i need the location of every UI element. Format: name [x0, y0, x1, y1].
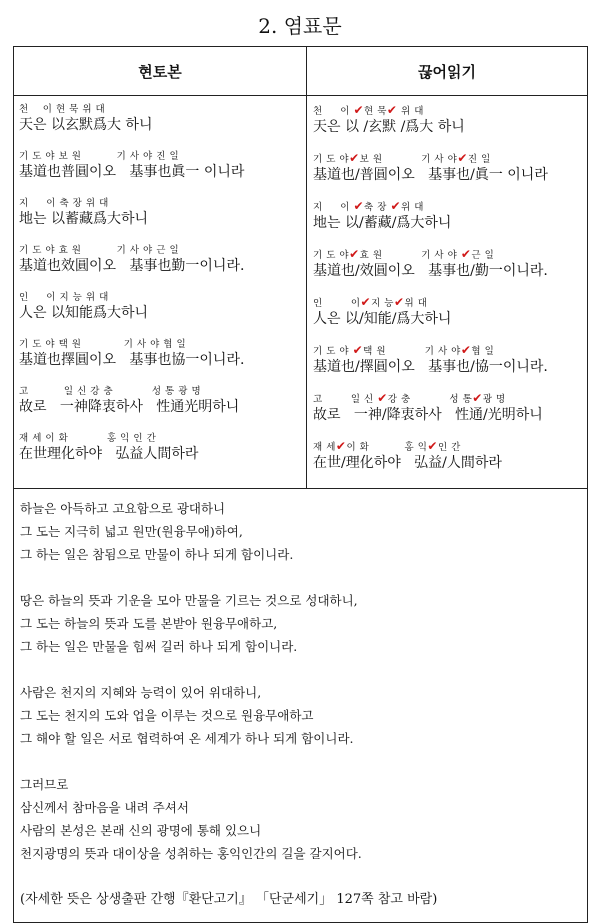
segmented-verse-text: 在世/理化하야 弘益/人間하라 — [313, 455, 502, 471]
pronunciation-segment: 위 대 — [401, 202, 424, 213]
pronunciation-guide — [313, 152, 587, 166]
check-mark-icon: ✔ — [335, 439, 347, 453]
check-mark-icon: ✔ — [460, 343, 472, 357]
translation-paragraph — [20, 497, 587, 566]
pronunciation-segment: 협 일 — [471, 346, 495, 357]
verse-text: 基道也效圓이오 基事也勤一이니라. — [19, 258, 245, 274]
page-title: 2. 염표문 — [258, 14, 342, 38]
check-mark-icon: ✔ — [460, 247, 472, 261]
segmented-verse-text: 故로 一神/降衷하사 性通/光明하니 — [313, 407, 543, 423]
segmented-verse-entry — [313, 104, 587, 136]
segmented-verse-text: 基道也/擇圓이오 基事也/協一이니라. — [313, 359, 548, 375]
translation-line: 사람의 본성은 본래 신의 광명에 통해 있으니 — [20, 823, 262, 838]
pronunciation-guide: 기 도 야 택 원 기 사 야 협 일 — [19, 339, 187, 350]
verse-entry — [19, 245, 306, 275]
verse-entry — [19, 292, 306, 322]
pronunciation-guide — [313, 392, 587, 406]
verse-entry — [19, 339, 306, 369]
pronunciation-guide: 지 이 축 장 위 대 — [19, 198, 109, 209]
translation-section — [14, 489, 588, 923]
verse-entry — [19, 151, 306, 181]
pronunciation-guide — [313, 104, 587, 118]
translation-line: 삼신께서 참마음을 내려 주셔서 — [20, 800, 189, 815]
pronunciation-segment: 지 능 — [371, 298, 394, 309]
annotated-text-column — [14, 96, 307, 489]
pronunciation-guide: 인 이 지 능 위 대 — [19, 292, 109, 303]
translation-line: 그러므로 — [20, 777, 69, 792]
translation-paragraph — [20, 773, 587, 865]
pronunciation-segment: 택 원 기 사 야 — [363, 346, 461, 357]
check-mark-icon: ✔ — [393, 295, 405, 309]
pronunciation-segment: 진 일 — [467, 154, 491, 165]
pronunciation-segment: 보 원 기 사 야 — [359, 154, 458, 165]
segmented-verse-entry — [313, 152, 587, 184]
verse-entry — [19, 104, 306, 134]
pronunciation-segment: 기 도 야 — [313, 154, 350, 165]
segmented-verse-entry — [313, 392, 587, 424]
pronunciation-guide: 천 이 현 묵 위 대 — [19, 104, 106, 115]
pronunciation-guide — [313, 200, 587, 214]
pronunciation-segment: 강 충 성 통 — [387, 394, 473, 405]
check-mark-icon: ✔ — [352, 343, 364, 357]
verse-text: 地는 以蓄藏爲大하니 — [19, 211, 149, 227]
translation-line: 땅은 하늘의 뜻과 기운을 모아 만물을 기르는 것으로 성대하니, — [20, 593, 358, 608]
segmented-verse-text: 基道也/效圓이오 基事也/勤一이니라. — [313, 263, 548, 279]
pronunciation-segment: 현 묵 — [364, 106, 387, 117]
translation-line: 하늘은 아득하고 고요함으로 광대하니 — [20, 501, 226, 516]
segmented-verse-text: 人은 以/知能/爲大하니 — [313, 311, 452, 327]
segmented-verse-text: 地는 以/蓄藏/爲大하니 — [313, 215, 452, 231]
header-annotated-text: 현토본 — [14, 47, 307, 96]
verse-entry — [19, 386, 306, 416]
translation-line: 그 도는 하늘의 뜻과 도를 본받아 원융무애하고, — [20, 616, 278, 631]
pronunciation-segment: 광 명 — [482, 394, 506, 405]
check-mark-icon: ✔ — [427, 439, 438, 453]
pronunciation-segment: 위 대 — [397, 106, 424, 117]
segmented-verse-text: 基道也/普圓이오 基事也/眞一 이니라 — [313, 167, 548, 183]
check-mark-icon: ✔ — [390, 199, 402, 213]
segmented-verse-entry — [313, 440, 587, 472]
pronunciation-guide — [313, 248, 587, 262]
translation-line: 그 도는 천지의 도와 업을 이루는 것으로 원융무애하고 — [20, 708, 314, 723]
pronunciation-guide: 기 도 야 보 원 기 사 야 진 일 — [19, 151, 180, 162]
pronunciation-segment: 고 일 신 — [313, 394, 378, 405]
reference-note: (자세한 뜻은 상생출판 간행『환단고기』 「단군세기」 127쪽 참고 바람) — [20, 892, 438, 907]
verse-text: 故로 一神降衷하사 性通光明하니 — [19, 399, 240, 415]
translation-line: 그 도는 지극히 넓고 원만(원융무애)하여, — [20, 524, 243, 539]
translation-line: 천지광명의 뜻과 대이상을 성취하는 홍익인간의 길을 갈지어다. — [20, 846, 362, 861]
pronunciation-segment: 이 화 홍 익 — [346, 442, 428, 453]
check-mark-icon: ✔ — [349, 151, 360, 165]
pronunciation-segment: 지 이 — [313, 202, 354, 213]
text-table — [13, 46, 588, 923]
check-mark-icon: ✔ — [457, 151, 468, 165]
check-mark-icon: ✔ — [386, 103, 398, 117]
translation-line: 그 해야 할 일은 서로 협력하여 온 세계가 하나 되게 함이니라. — [20, 731, 354, 746]
segmented-reading-column — [307, 96, 588, 489]
verse-text: 在世理化하야 弘益人間하라 — [19, 446, 199, 462]
check-mark-icon: ✔ — [353, 199, 365, 213]
pronunciation-guide: 기 도 야 효 원 기 사 야 근 일 — [19, 245, 180, 256]
segmented-verse-entry — [313, 248, 587, 280]
verse-entry — [19, 198, 306, 228]
segmented-verse-entry — [313, 200, 587, 232]
translation-line: 사람은 천지의 지혜와 능력이 있어 위대하니, — [20, 685, 262, 700]
pronunciation-guide: 재 세 이 화 홍 익 인 간 — [19, 433, 157, 444]
pronunciation-segment: 위 대 — [404, 298, 428, 309]
pronunciation-segment: 기 도 야 — [313, 346, 353, 357]
check-mark-icon: ✔ — [360, 295, 372, 309]
check-mark-icon: ✔ — [472, 391, 483, 405]
pronunciation-segment: 인 이 — [313, 298, 361, 309]
verse-text: 基道也擇圓이오 基事也協一이니라. — [19, 352, 245, 368]
check-mark-icon: ✔ — [353, 103, 365, 117]
verse-text: 天은 以玄默爲大 하니 — [19, 117, 153, 133]
pronunciation-segment: 축 장 — [364, 202, 391, 213]
pronunciation-segment: 근 일 — [471, 250, 495, 261]
translation-paragraph — [20, 681, 587, 750]
pronunciation-guide — [313, 344, 587, 358]
segmented-verse-entry — [313, 296, 587, 328]
pronunciation-segment: 효 원 기 사 야 — [359, 250, 461, 261]
check-mark-icon: ✔ — [349, 247, 360, 261]
translation-paragraph — [20, 589, 587, 658]
pronunciation-guide — [313, 296, 587, 310]
verse-text: 人은 以知能爲大하니 — [19, 305, 149, 321]
header-segmented-reading: 끊어읽기 — [307, 47, 588, 96]
verse-entry — [19, 433, 306, 463]
pronunciation-segment: 재 세 — [313, 442, 336, 453]
pronunciation-segment: 기 도 야 — [313, 250, 350, 261]
check-mark-icon: ✔ — [377, 391, 388, 405]
pronunciation-guide — [313, 440, 587, 454]
segmented-verse-text: 天은 以 /玄默 /爲大 하니 — [313, 119, 465, 135]
translation-line: 그 하는 일은 참됨으로 만물이 하나 되게 함이니라. — [20, 547, 294, 562]
pronunciation-segment: 인 간 — [437, 442, 461, 453]
segmented-verse-entry — [313, 344, 587, 376]
verse-text: 基道也普圓이오 基事也眞一 이니라 — [19, 164, 245, 180]
pronunciation-segment: 천 이 — [313, 106, 354, 117]
pronunciation-guide: 고 일 신 강 충 성 통 광 명 — [19, 386, 202, 397]
translation-line: 그 하는 일은 만물을 힘써 길러 하나 되게 함이니라. — [20, 639, 298, 654]
